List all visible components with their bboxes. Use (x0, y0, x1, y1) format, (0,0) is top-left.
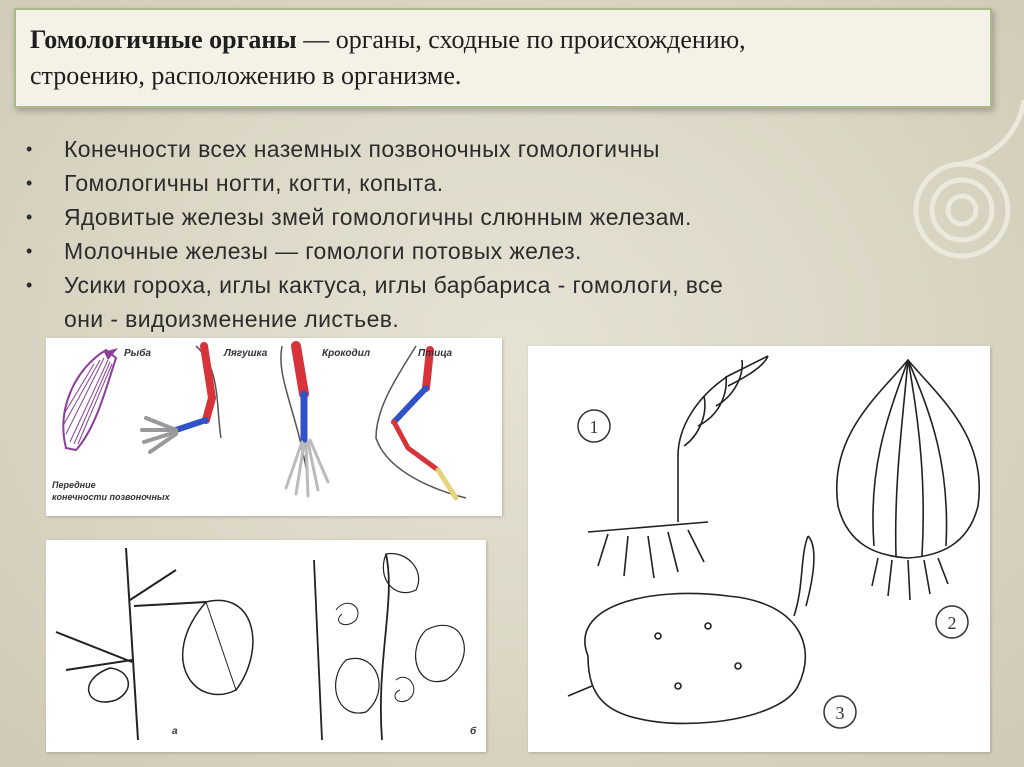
modified-shoots-figure (528, 346, 990, 752)
list-item-text: они - видоизменение листьев. (64, 306, 400, 332)
list-item (20, 200, 980, 234)
list-item-continuation (20, 302, 980, 336)
bullet-icon: • (26, 173, 33, 193)
list-item (20, 268, 980, 302)
limb-label-crocodile: Крокодил (322, 348, 371, 359)
frog-limb-drawing (142, 346, 221, 452)
list-item-text: Усики гороха, иглы кактуса, иглы барбариса - гомологи, все (64, 272, 724, 298)
bulb-drawing (837, 360, 980, 600)
number-1-marker (578, 410, 610, 442)
bullet-icon: • (26, 139, 33, 159)
number-label-2: 2 (947, 613, 957, 633)
definition-rest-line2: строению, расположению в организме. (30, 61, 462, 90)
bullet-icon: • (26, 241, 33, 261)
rhizome-drawing (588, 356, 768, 578)
bullet-icon: • (26, 207, 33, 227)
forelimbs-illustration (46, 338, 502, 516)
plant-modifications-figure (46, 540, 486, 752)
barberry-branch-drawing (56, 548, 253, 740)
number-label-1: 1 (589, 417, 599, 437)
limb-label-fish: Рыба (124, 348, 151, 359)
panel-label-b: б (470, 726, 477, 737)
number-3-marker (824, 696, 856, 728)
list-item-text: Конечности всех наземных позвоночных гомологичны (64, 136, 660, 162)
list-item (20, 234, 980, 268)
potato-tuber-drawing (568, 536, 814, 723)
definition-box (14, 8, 992, 108)
list-item-text: Молочные железы — гомологи потовых желез. (64, 238, 582, 264)
limb-label-bird: Птица (418, 348, 453, 359)
panel-label-a: а (172, 726, 178, 737)
definition-term: Гомологичные органы (30, 25, 297, 54)
crocodile-limb-drawing (281, 346, 328, 496)
limb-label-frog: Лягушка (224, 348, 268, 359)
forelimbs-figure (46, 338, 502, 516)
fish-fin-drawing (63, 348, 118, 450)
definition-text (30, 22, 976, 94)
number-label-3: 3 (835, 703, 845, 723)
pea-plant-drawing (314, 553, 464, 740)
homology-examples-list (20, 132, 980, 336)
number-2-marker (936, 606, 968, 638)
bird-wing-drawing (376, 346, 466, 498)
plants-illustration (46, 540, 486, 752)
list-item-text: Ядовитые железы змей гомологичны слюнным железам. (64, 204, 692, 230)
modified-shoots-illustration (528, 346, 990, 752)
bullet-icon: • (26, 275, 33, 295)
figure-caption-line1: Передние (52, 480, 96, 490)
list-item (20, 132, 980, 166)
list-item (20, 166, 980, 200)
list-item-text: Гомологичны ногти, когти, копыта. (64, 170, 444, 196)
figure-caption-line2: конечности позвоночных (52, 492, 170, 502)
definition-rest-line1: — органы, сходные по происхождению, (296, 25, 746, 54)
